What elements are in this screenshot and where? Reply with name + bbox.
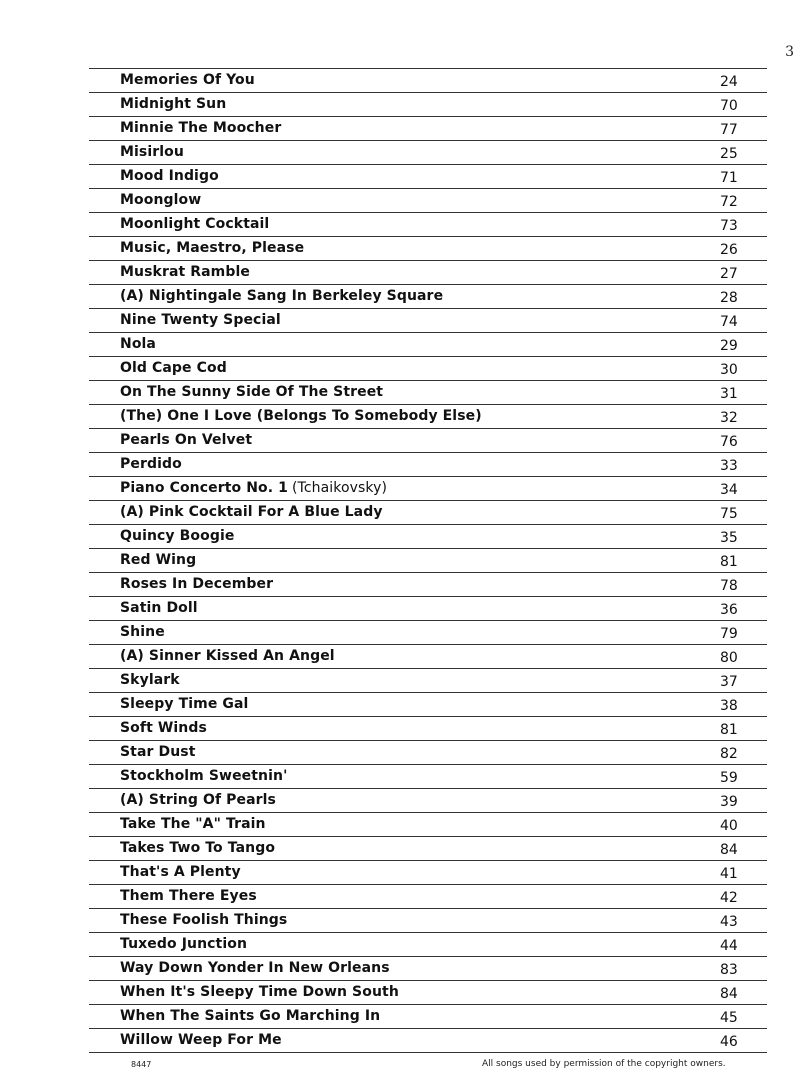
toc-row: [89, 453, 767, 477]
toc-row: [89, 429, 767, 453]
song-page-number: 43: [720, 914, 738, 930]
song-title: [120, 408, 482, 424]
song-title-text: Way Down Yonder In New Orleans: [120, 960, 390, 976]
song-page-number: 32: [720, 410, 738, 426]
song-page-number: 38: [720, 698, 738, 714]
song-title-text: Skylark: [120, 672, 180, 688]
song-title-text: Nine Twenty Special: [120, 312, 281, 328]
song-title: [120, 552, 196, 568]
song-title: [120, 312, 281, 328]
song-title-text: Satin Doll: [120, 600, 198, 616]
song-page-number: 59: [720, 770, 738, 786]
song-title-text: Red Wing: [120, 552, 197, 568]
song-title-text: (A) Pink Cocktail For A Blue Lady: [120, 504, 383, 520]
page-number: 3: [785, 44, 794, 60]
toc-row: [89, 549, 767, 573]
song-title: [120, 672, 180, 688]
song-title: [120, 984, 399, 1000]
toc-row: [89, 981, 767, 1005]
song-title-text: Old Cape Cod: [120, 360, 227, 376]
toc-row: [89, 909, 767, 933]
toc-row: [89, 381, 767, 405]
toc-row: [89, 525, 767, 549]
song-page-number: 46: [720, 1034, 738, 1050]
song-title-text: Moonlight Cocktail: [120, 216, 270, 232]
song-title: [120, 216, 269, 232]
song-page-number: 26: [720, 242, 738, 258]
song-title-text: (A) Nightingale Sang In Berkeley Square: [120, 288, 444, 304]
song-page-number: 84: [720, 986, 738, 1002]
song-title-text: (The) One I Love (Belongs To Somebody Else): [120, 408, 482, 424]
song-title-text: On The Sunny Side Of The Street: [120, 384, 384, 400]
song-title: [120, 1008, 380, 1024]
song-title-text: Pearls On Velvet: [120, 432, 253, 448]
song-title: [120, 360, 227, 376]
song-title: [120, 720, 207, 736]
song-title: [120, 120, 281, 136]
toc-row: [89, 213, 767, 237]
toc-row: [89, 357, 767, 381]
song-title: [120, 888, 257, 904]
song-title: [120, 144, 184, 160]
song-title-text: That's A Plenty: [120, 864, 241, 880]
song-title: [120, 744, 196, 760]
toc-row: [89, 117, 767, 141]
song-title: [120, 504, 383, 520]
song-page-number: 73: [720, 218, 738, 234]
song-composer: (Tchaikovsky): [291, 480, 388, 496]
song-title: [120, 792, 276, 808]
song-title-text: Stockholm Sweetnin': [120, 768, 288, 784]
song-title-text: Misirlou: [120, 144, 184, 160]
toc-row: [89, 597, 767, 621]
toc-row: [89, 1005, 767, 1029]
toc-row: [89, 93, 767, 117]
toc-row: [89, 765, 767, 789]
toc-row: [89, 813, 767, 837]
song-title: [120, 288, 443, 304]
song-page-number: 83: [720, 962, 738, 978]
song-title: [120, 936, 247, 952]
song-title-text: Piano Concerto No. 1: [120, 480, 288, 496]
song-title-text: Star Dust: [120, 744, 196, 760]
toc-row: [89, 837, 767, 861]
song-page-number: 45: [720, 1010, 738, 1026]
song-title-text: Roses In December: [120, 576, 274, 592]
song-title: [120, 624, 165, 640]
toc-row: [89, 189, 767, 213]
footer-permission-note: All songs used by permission of the copyright owners.: [482, 1059, 726, 1069]
song-title-text: When It's Sleepy Time Down South: [120, 984, 399, 1000]
song-title: [120, 192, 201, 208]
song-title-text: Willow Weep For Me: [120, 1032, 282, 1048]
song-title-text: Take The "A" Train: [120, 816, 266, 832]
song-page-number: 82: [720, 746, 738, 762]
song-title: [120, 456, 182, 472]
song-page-number: 31: [720, 386, 738, 402]
song-page-number: 37: [720, 674, 738, 690]
song-title: [120, 168, 219, 184]
song-title: [120, 600, 198, 616]
song-page-number: 27: [720, 266, 738, 282]
toc-row: [89, 165, 767, 189]
toc-row: [89, 621, 767, 645]
song-page-number: 70: [720, 98, 738, 114]
song-page-number: 77: [720, 122, 738, 138]
song-title-text: Nola: [120, 336, 156, 352]
toc-row: [89, 501, 767, 525]
song-title-text: Mood Indigo: [120, 168, 219, 184]
toc-row: [89, 405, 767, 429]
song-title-text: Memories Of You: [120, 72, 255, 88]
song-page-number: 36: [720, 602, 738, 618]
toc-row: [89, 237, 767, 261]
song-title-text: Takes Two To Tango: [120, 840, 276, 856]
song-page-number: 35: [720, 530, 738, 546]
toc-row: [89, 645, 767, 669]
song-page-number: 25: [720, 146, 738, 162]
song-title-text: Sleepy Time Gal: [120, 696, 249, 712]
song-title: [120, 576, 273, 592]
song-title-text: Tuxedo Junction: [120, 936, 248, 952]
toc-row: [89, 309, 767, 333]
toc-row: [89, 333, 767, 357]
song-title: [120, 768, 287, 784]
toc-row: [89, 477, 767, 501]
song-title: [120, 264, 250, 280]
song-title-text: Quincy Boogie: [120, 528, 235, 544]
song-page-number: 42: [720, 890, 738, 906]
song-title-text: Moonglow: [120, 192, 202, 208]
song-page-number: 34: [720, 482, 738, 498]
song-title-text: These Foolish Things: [120, 912, 288, 928]
song-title: [120, 864, 241, 880]
song-page-number: 40: [720, 818, 738, 834]
toc-row: [89, 669, 767, 693]
song-title: [120, 696, 248, 712]
song-title: [120, 648, 335, 664]
song-title: [120, 960, 390, 976]
song-title-text: Soft Winds: [120, 720, 207, 736]
song-page-number: 39: [720, 794, 738, 810]
song-page-number: 81: [720, 554, 738, 570]
footer-catalog-code: 8447: [131, 1060, 152, 1069]
song-title: [120, 96, 226, 112]
song-page-number: 29: [720, 338, 738, 354]
song-title: [120, 432, 252, 448]
toc-row: [89, 573, 767, 597]
song-title-text: Minnie The Moocher: [120, 120, 282, 136]
song-title: [120, 912, 287, 928]
song-title: [120, 840, 275, 856]
song-title: [120, 336, 156, 352]
song-page-number: 71: [720, 170, 738, 186]
song-title: [120, 240, 304, 256]
song-title-text: Music, Maestro, Please: [120, 240, 305, 256]
song-page-number: 81: [720, 722, 738, 738]
song-title: [120, 480, 387, 496]
song-title: [120, 384, 383, 400]
toc-row: [89, 285, 767, 309]
song-page-number: 79: [720, 626, 738, 642]
song-page-number: 24: [720, 74, 738, 90]
song-page-number: 28: [720, 290, 738, 306]
song-title-text: Muskrat Ramble: [120, 264, 250, 280]
toc-row: [89, 885, 767, 909]
toc-row: [89, 693, 767, 717]
song-page-number: 41: [720, 866, 738, 882]
song-title-text: When The Saints Go Marching In: [120, 1008, 381, 1024]
toc-row: [89, 957, 767, 981]
toc-row: [89, 141, 767, 165]
song-page-number: 33: [720, 458, 738, 474]
song-title: [120, 816, 266, 832]
song-title-text: Midnight Sun: [120, 96, 227, 112]
toc-row: [89, 861, 767, 885]
song-page-number: 74: [720, 314, 738, 330]
toc-row: [89, 933, 767, 957]
song-title-text: (A) Sinner Kissed An Angel: [120, 648, 335, 664]
song-page-number: 84: [720, 842, 738, 858]
song-title-text: Them There Eyes: [120, 888, 257, 904]
song-page-number: 44: [720, 938, 738, 954]
toc-row: [89, 717, 767, 741]
toc-row: [89, 69, 767, 93]
song-title-text: Shine: [120, 624, 165, 640]
toc-row: [89, 741, 767, 765]
song-title-text: (A) String Of Pearls: [120, 792, 276, 808]
song-title-text: Perdido: [120, 456, 182, 472]
song-page-number: 72: [720, 194, 738, 210]
toc-row: [89, 789, 767, 813]
toc-row: [89, 261, 767, 285]
song-page-number: 75: [720, 506, 738, 522]
song-title: [120, 1032, 282, 1048]
song-page-number: 78: [720, 578, 738, 594]
song-title: [120, 72, 255, 88]
toc-row: [89, 1029, 767, 1053]
song-page-number: 30: [720, 362, 738, 378]
song-title: [120, 528, 234, 544]
song-page-number: 80: [720, 650, 738, 666]
song-page-number: 76: [720, 434, 738, 450]
table-of-contents: [89, 68, 767, 1053]
